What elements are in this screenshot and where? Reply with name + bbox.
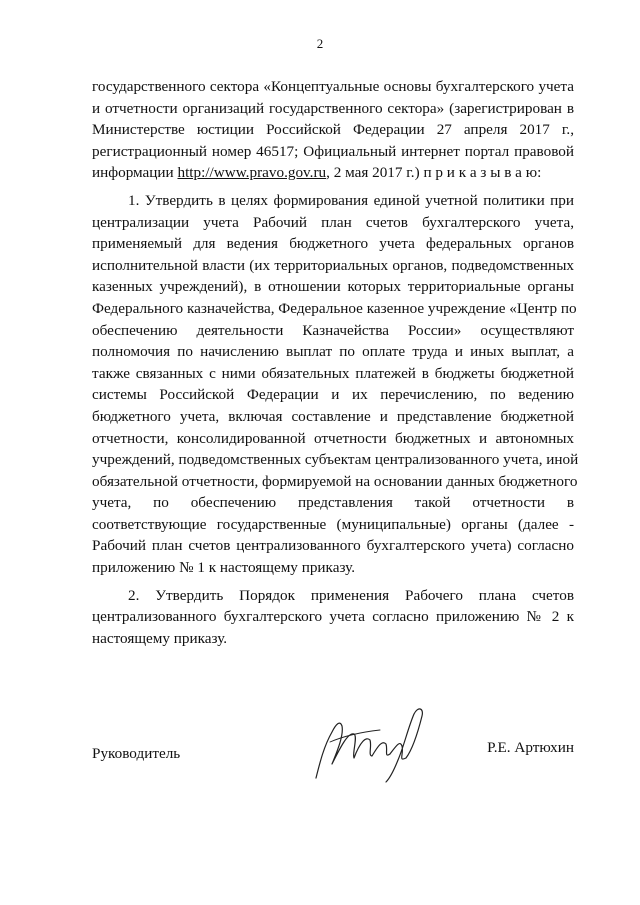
signature-block — [92, 728, 574, 788]
text-line — [92, 162, 574, 184]
text-line: централизации учета Рабочий план счетов бухгалтерского учета, — [92, 213, 574, 231]
text-line: исполнительной власти (их территориальных органов, подведомственных — [92, 256, 574, 274]
text-line: Федерального казначейства, Федеральное казенное учреждение «Центр по — [92, 299, 577, 317]
text-segment: информации — [92, 164, 178, 182]
text-line: и отчетности организаций государственного сектора» (зарегистрирован в — [92, 99, 574, 117]
text-line: бюджетного учета, включая составление и представление бюджетной — [92, 407, 574, 425]
text-line: настоящему приказу. — [92, 629, 228, 647]
document-body — [92, 76, 579, 649]
pravo-gov-link[interactable]: http://www.pravo.gov.ru — [177, 164, 327, 182]
text-line: применяемый для ведения бюджетного учета федеральных органов — [92, 235, 574, 253]
text-line: полномочия по начислению выплат по оплате труда и иных выплат, а — [92, 343, 574, 361]
text-line: обязательной отчетности, формируемой на основании данных бюджетного — [92, 472, 578, 490]
text-line: 2. Утвердить Порядок применения Рабочего плана счетов — [128, 586, 574, 604]
text-line: приложению № 1 к настоящему приказу. — [92, 559, 355, 577]
text-line: обеспечению деятельности Казначейства России» осуществляют — [92, 321, 574, 339]
signatory-role: Руководитель — [92, 745, 181, 762]
page-number: 2 — [316, 36, 324, 51]
text-segment: , 2 мая 2017 г.) п р и к а з ы в а ю: — [326, 164, 542, 182]
handwritten-signature — [310, 702, 430, 786]
signatory-name: Р.Е. Артюхин — [487, 739, 574, 756]
text-line: регистрационный номер 46517; Официальный интернет портал правовой — [92, 142, 574, 160]
text-line: государственного сектора «Концептуальные основы бухгалтерского учета — [92, 78, 574, 95]
text-line: соответствующие государственные (муниципальные) органы (далее - — [92, 515, 574, 533]
text-line: учета, по обеспечению представления такой отчетности в — [92, 494, 574, 512]
text-line: Министерстве юстиции Российской Федерации 27 апреля 2017 г., — [92, 121, 574, 139]
text-line: также связанных с ними обязательных платежей в бюджеты бюджетной — [92, 364, 574, 382]
text-line: отчетности, консолидированной отчетности бюджетных и автономных — [92, 429, 574, 447]
text-line: 1. Утвердить в целях формирования единой учетной политики при — [128, 191, 574, 209]
text-line: централизованного бухгалтерского учета согласно приложению № 2 к — [92, 608, 574, 626]
text-line: Рабочий план счетов централизованного бухгалтерского учета) согласно — [92, 537, 574, 555]
text-line: казенных учреждений), в отношении которых территориальные органы — [92, 278, 574, 296]
text-line: системы Российской Федерации и их перечислению, по ведению — [92, 386, 574, 404]
text-line: учреждений, подведомственных субъектам централизованного учета, иной — [92, 451, 579, 469]
